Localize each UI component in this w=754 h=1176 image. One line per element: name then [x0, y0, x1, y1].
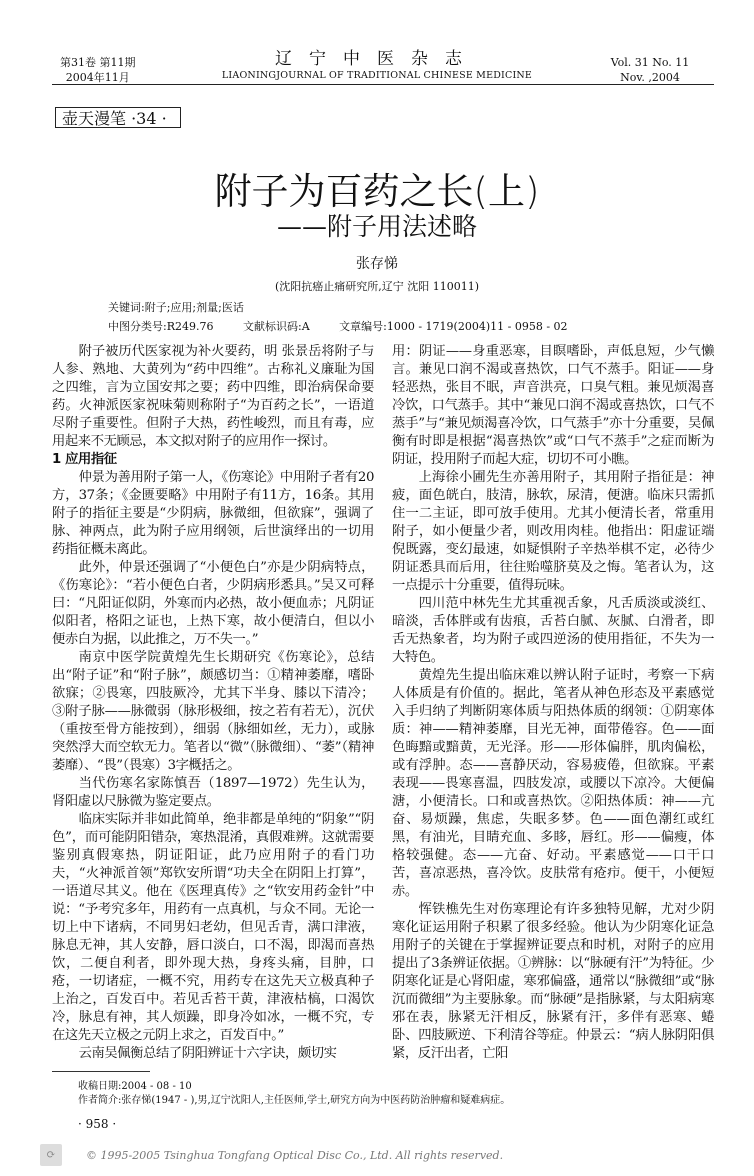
paragraph: 黄煌先生提出临床难以辨认附子证时，考察一下病人体质是有价值的。据此，笔者从神色形态及平素感觉入手归纳了判断阴寒体质与阳热体质的纲领：①阴寒体质：神——精神萎靡，目光无神，面带倦容。色——面色晦黯或黯黄，无光泽。形——形体偏胖，肌肉偏松，或有浮肿。态——喜静厌动，容易疲倦，但欲寐。平素表现——畏寒喜温，四肢发凉，或腰以下凉冷。大便偏溏，小便清长。口和或喜热饮。②阳热体质：神——亢奋、易烦躁，焦虑，失眠多梦。色——面色潮红或红黑，有油光，目睛充血、多眵，唇红。形——偏瘦，体格较强健。态——亢奋、好动。平素感觉——口干口苦，喜凉恶热，喜冷饮。皮肤常有疮疖。便干，小便短赤。: [392, 668, 714, 899]
received-date: 收稿日期:2004 - 08 - 10: [78, 1081, 192, 1092]
article-subtitle: ——附子用法述略: [276, 212, 477, 241]
columns: [52, 343, 714, 1063]
keywords: 关键词:附子;应用;剂量;医话: [108, 301, 244, 314]
article-title: 附子为百药之长(上): [214, 170, 540, 213]
paragraph: 仲景为善用附子第一人，《伤寒论》中用附子者有20方，37条；《金匮要略》中用附子有11方，16条。其用附子的指征主要是“少阴病，脉微细，但欲寐”，强调了脉、神两点，此为附子应用纲领，后世演绎出的一切用药指征概未离此。: [52, 470, 374, 557]
header-right: [600, 55, 700, 85]
paragraph: 附子被历代医家视为补火要药，明 张景岳将附子与人参、熟地、大黄列为“药中四维”。古称礼义廉耻为国之四维，言为立国安邦之要；药中四维，即治病保命要药。火神派医家祝味菊则称附子“为百药之长”，一语道尽附子重要性。但附子大热，药性峻烈，而且有毒，应用起来不无顾忌，本文拟对附子的应用作一探讨。: [52, 344, 374, 449]
header-left: [60, 55, 136, 85]
article-number: 文章编号:1000 - 1719(2004)11 - 0958 - 02: [339, 320, 568, 333]
copyright-notice: © 1995-2005 Tsinghua Tongfang Optical Disc Co., Ltd. All rights reserved.: [86, 1148, 504, 1162]
paragraph: 此外，仲景还强调了“小便色白”亦是少阴病特点，《伤寒论》：“若小便色白者，少阴病形悉具。”吴又可释曰：“凡阳证似阴，外寒而内必热，故小便血赤；凡阴证似阳者，格阳之证也，上热下寒，故小便清白，但以小便赤白为据，以此推之，万不失一。”: [52, 560, 374, 647]
section-heading: 1 应用指征: [52, 452, 117, 467]
left-column: [52, 343, 374, 1063]
volume-issue: 第31卷 第11期: [60, 56, 136, 69]
author-name: 张存悌: [356, 256, 398, 272]
journal-title-en: LIAONINGJOURNAL OF TRADITIONAL CHINESE MEDICINE: [221, 70, 533, 81]
publisher-logo-icon: ⟳: [40, 1144, 62, 1166]
series-label: 壶天漫笔 ·34 ·: [55, 107, 181, 128]
paragraph: 云南吴佩衡总结了阴阳辨证十六字诀，颇切实: [78, 1046, 337, 1061]
document-code: 文献标识码:A: [242, 320, 310, 333]
article-body: [46, 343, 714, 1176]
paragraph: 南京中医学院黄煌先生长期研究《伤寒论》，总结出“附子证”和“附子脉”，颇感切当：①精神萎靡，嗜卧欲寐；②畏寒，四肢厥冷，尤其下半身、膝以下清冷；③附子脉——脉微弱（脉形极细，按之若有若无），沉伏（重按至骨方能按到），细弱（脉细如丝，无力），或脉突然浮大而空软无力。笔者以“微”（脉微细）、“萎”（精神萎靡）、“畏”（畏寒）3字概括之。: [52, 650, 374, 773]
issue-date-cn: 2004年11月: [65, 71, 130, 84]
copyright-row: [40, 1144, 714, 1176]
author-bio: 作者简介:张存悌(1947 - ),男,辽宁沈阳人,主任医师,学士,研究方向为中医药防治肿瘤和疑难病症。: [78, 1095, 511, 1106]
page-number: · 958 ·: [78, 1117, 117, 1131]
issue-date-en: Nov. ,2004: [620, 71, 680, 84]
paragraph: 上海徐小圃先生亦善用附子，其用附子指征是：神疲，面色㿠白，肢清，脉软，尿清，便溏。临床只需抓住一二主证，即可放手使用。尤其小便清长者，常重用附子，如小便量少者，则改用肉桂。他指出：阳虚证端倪既露，变幻最速，如疑惧附子辛热举棋不定，必待少阴证悉具而后用，往往贻噬脐莫及之悔。笔者认为，这一点提示十分重要，值得玩味。: [392, 470, 714, 593]
journal-masthead: [200, 48, 554, 82]
footnote-divider: [52, 1071, 150, 1072]
paragraph: 当代伤寒名家陈慎吾（1897—1972）先生认为，肾阳虚以尺脉微为鉴定要点。: [52, 776, 374, 809]
right-column: [392, 343, 714, 1063]
classification-line: [108, 318, 594, 334]
paragraph: 临床实际并非如此简单，绝非都是单纯的“阴象”“阴色”，而可能阴阳错杂，寒热混淆，真假难辨。这就需要鉴别真假寒热，阴证阳证，此乃应用附子的看门功夫，“火神派首领”郑钦安所谓“功夫全在阴阳上打算”，一语道尽其义。他在《医理真传》之“钦安用药金针”中说：“予考究多年，用药有一点真机，与众不同。无论一切上中下诸病，不同男妇老幼，但见舌青，满口津液，脉息无神，其人安静，唇口淡白，口不渴，即渴而喜热饮，二便自利者，即外现大热，身疼头痛，目肿，口疮，一切诸症，一概不究，用药专在这先天立极真种子上治之，百发百中。若见舌苔干黄，津液枯槁，口渴饮冷，脉息有神，其人烦躁，即身冷如冰，一概不究，专在这先天立极之元阴上求之，百发百中。”: [52, 812, 374, 1043]
paragraph: 恽铁樵先生对伤寒理论有许多独特见解，尤对少阴寒化证运用附子积累了很多经验。他认为少阴寒化证急用附子的关键在于掌握辨证要点和时机，对附子的应用提出了3条辨证依据。①辨脉：以“脉硬有汗”为特征。少阴寒化证是心肾阳虚，寒邪偏盛，通常以“脉微细”或“脉沉而微细”为主要脉象。而“脉硬”是指脉紧，与太阳病寒邪在表，脉紧无汗相反，脉紧有汗，多伴有恶寒、蜷卧、四肢厥逆、下利清谷等症。仲景云：“病人脉阴阳俱紧，反汗出者，亡阳: [392, 902, 714, 1061]
classification-number: 中图分类号:R249.76: [108, 320, 214, 333]
header-divider: [52, 84, 714, 85]
paragraph: 用：阴证——身重恶寒，目瞑嗜卧，声低息短，少气懒言。兼见口润不渴或喜热饮，口气不蒸手。阳证——身轻恶热，张目不眠，声音洪亮，口臭气粗。兼见烦渴喜冷饮，口气蒸手。其中“兼见口润不渴或喜热饮，口气不蒸手”与“兼见烦渴喜冷饮，口气蒸手”亦十分重要，吴佩衡有时即是根据“渴喜热饮”或“口气不蒸手”之症而断为阴证，投用附子而起大症，切切不可小瞧。: [392, 344, 714, 467]
author-affiliation: (沈阳抗癌止痛研究所,辽宁 沈阳 110011): [274, 280, 480, 293]
paragraph: 四川范中林先生尤其重视舌象，凡舌质淡或淡红、暗淡，舌体胖或有齿痕，舌苔白腻、灰腻、白滑者，即舌无热象者，均为附子或四逆汤的使用指征，不失为一大特色。: [392, 596, 714, 665]
volume-en: Vol. 31 No. 11: [610, 56, 690, 69]
journal-title-cn: 辽宁中医杂志: [275, 49, 479, 69]
